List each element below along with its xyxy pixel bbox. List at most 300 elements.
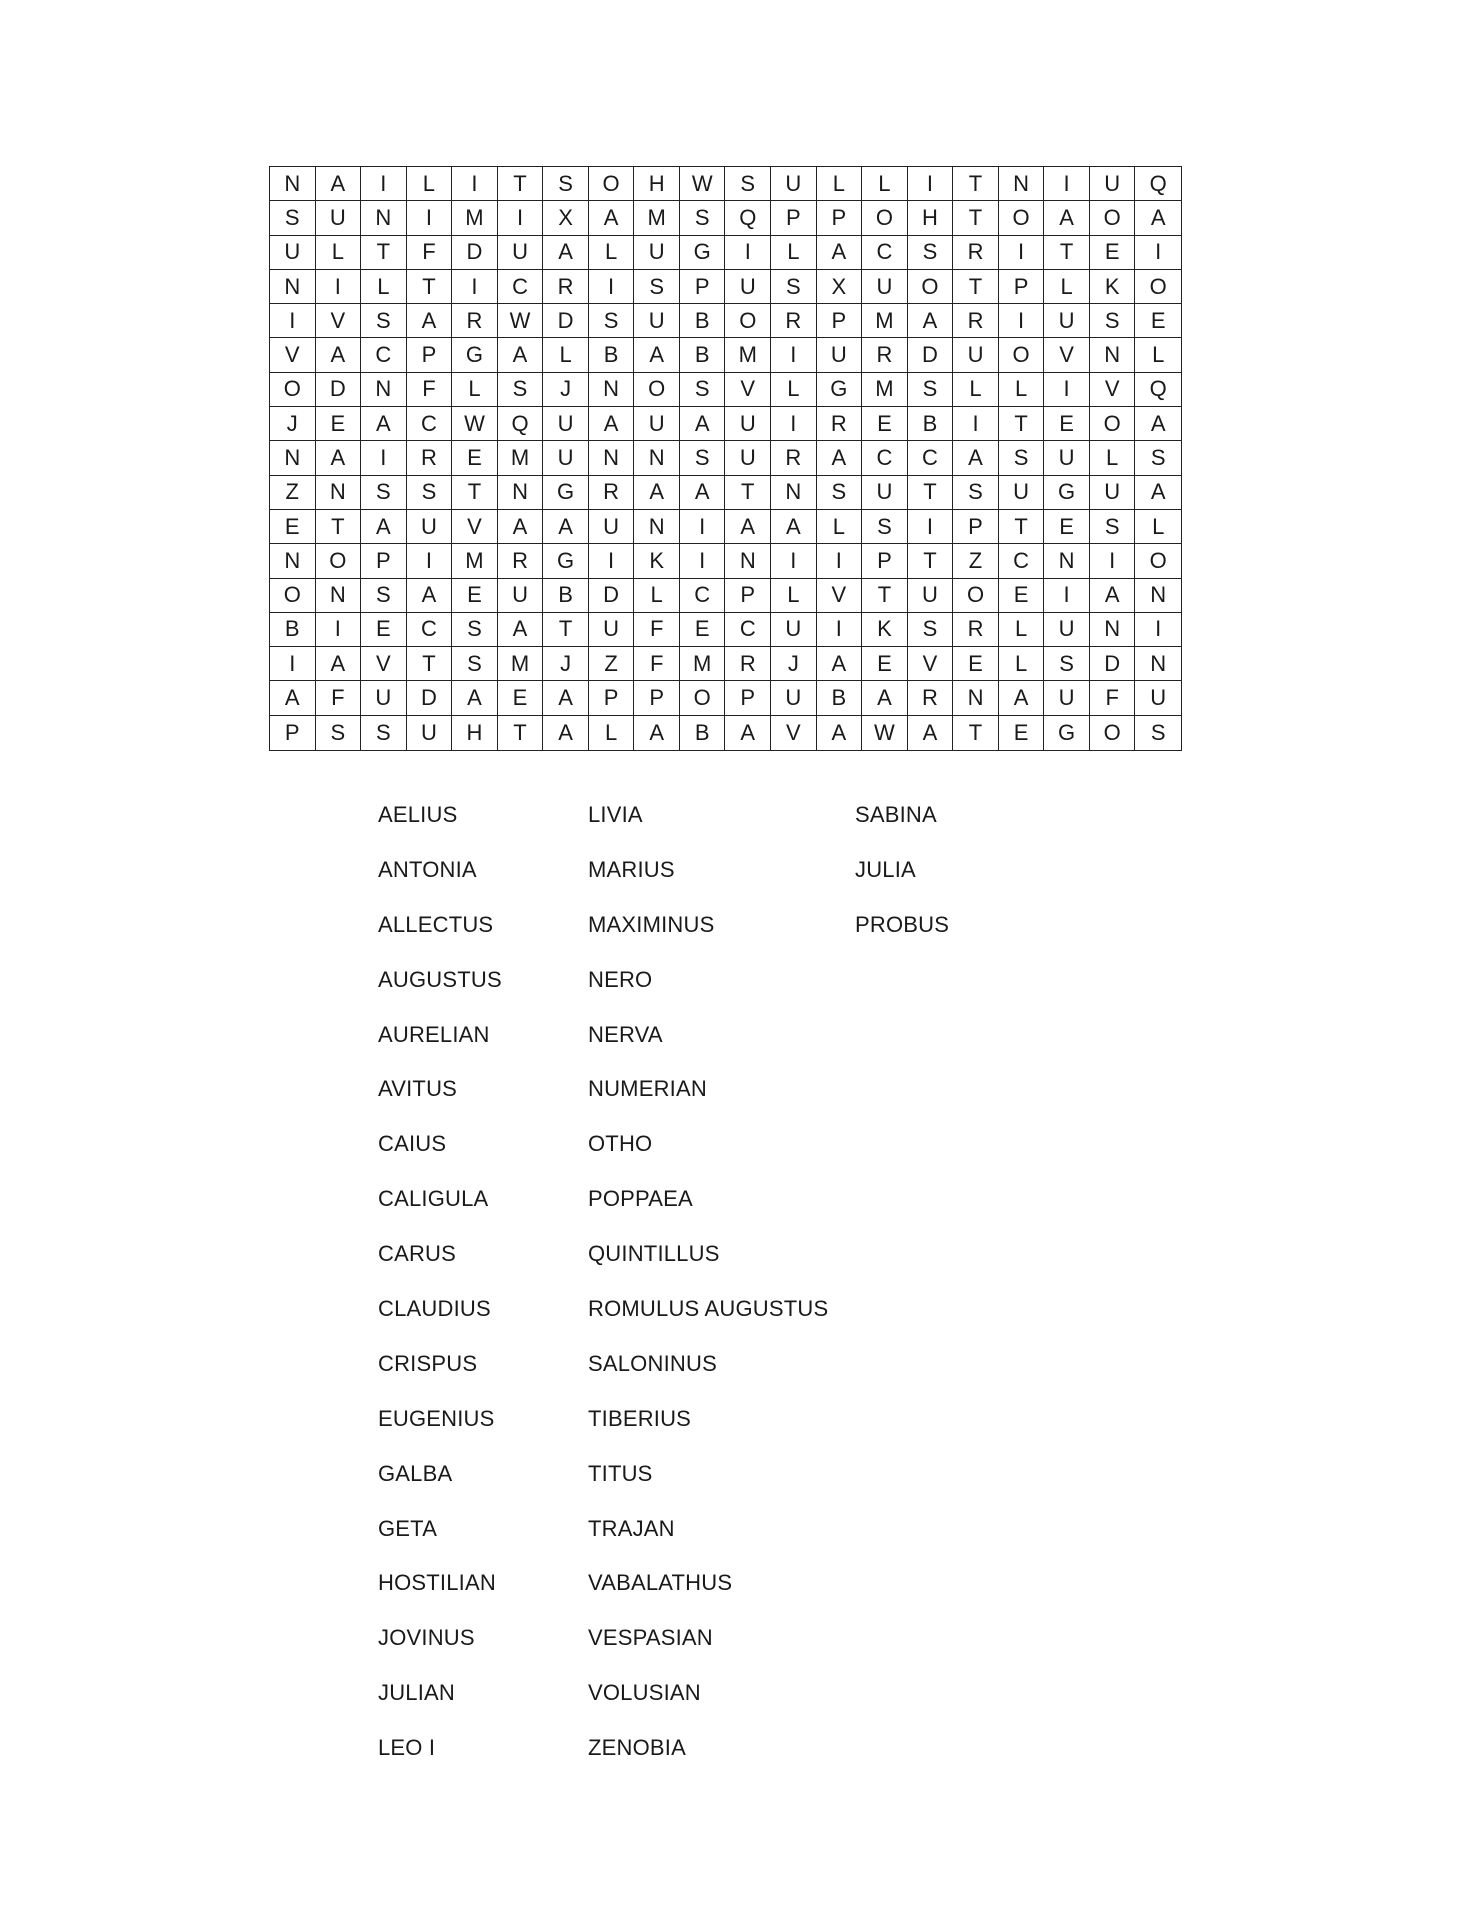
word-list-item: JULIAN: [378, 1680, 455, 1706]
word-search-grid: [269, 166, 1182, 751]
grid-cell: R: [589, 476, 635, 510]
grid-cell: T: [543, 613, 589, 647]
grid-cell: T: [953, 167, 999, 201]
grid-cell: S: [908, 236, 954, 270]
grid-cell: L: [771, 579, 817, 613]
grid-cell: U: [1044, 441, 1090, 475]
word-list-item: CRISPUS: [378, 1350, 478, 1376]
grid-cell: A: [316, 338, 362, 372]
word-list-item: GALBA: [378, 1460, 453, 1486]
grid-cell: I: [999, 304, 1045, 338]
grid-cell: T: [452, 476, 498, 510]
grid-cell: I: [1044, 579, 1090, 613]
grid-cell: U: [407, 510, 453, 544]
grid-cell: N: [270, 167, 316, 201]
grid-cell: A: [725, 510, 771, 544]
word-list-item: TRAJAN: [588, 1515, 675, 1541]
grid-cell: W: [452, 407, 498, 441]
word-list-item: QUINTILLUS: [588, 1241, 720, 1267]
grid-cell: S: [725, 167, 771, 201]
grid-cell: E: [452, 579, 498, 613]
grid-cell: N: [316, 476, 362, 510]
grid-cell: I: [953, 407, 999, 441]
grid-cell: K: [634, 544, 680, 578]
grid-cell: U: [771, 167, 817, 201]
grid-cell: S: [452, 613, 498, 647]
grid-cell: E: [1090, 236, 1136, 270]
grid-cell: I: [407, 201, 453, 235]
grid-cell: I: [771, 407, 817, 441]
grid-cell: Q: [1135, 373, 1181, 407]
grid-cell: G: [452, 338, 498, 372]
grid-cell: A: [407, 304, 453, 338]
grid-cell: S: [361, 579, 407, 613]
grid-cell: I: [1044, 373, 1090, 407]
grid-cell: N: [361, 373, 407, 407]
grid-cell: P: [680, 270, 726, 304]
grid-cell: C: [999, 544, 1045, 578]
grid-cell: S: [908, 613, 954, 647]
grid-cell: U: [498, 579, 544, 613]
grid-cell: T: [953, 270, 999, 304]
grid-cell: N: [634, 441, 680, 475]
grid-cell: G: [543, 544, 589, 578]
grid-cell: N: [953, 681, 999, 715]
grid-cell: G: [817, 373, 863, 407]
grid-cell: B: [680, 716, 726, 750]
grid-cell: K: [862, 613, 908, 647]
grid-cell: D: [452, 236, 498, 270]
grid-cell: J: [270, 407, 316, 441]
grid-cell: A: [543, 236, 589, 270]
grid-cell: Z: [953, 544, 999, 578]
grid-cell: L: [999, 647, 1045, 681]
grid-cell: O: [908, 270, 954, 304]
grid-cell: I: [316, 270, 362, 304]
grid-cell: C: [862, 236, 908, 270]
grid-cell: Q: [725, 201, 771, 235]
grid-cell: F: [407, 373, 453, 407]
grid-cell: N: [270, 544, 316, 578]
grid-cell: E: [680, 613, 726, 647]
grid-cell: T: [498, 167, 544, 201]
grid-cell: U: [634, 304, 680, 338]
grid-cell: U: [1044, 681, 1090, 715]
grid-cell: V: [270, 338, 316, 372]
grid-cell: Z: [589, 647, 635, 681]
word-list-item: AUGUSTUS: [378, 966, 502, 992]
grid-cell: R: [725, 647, 771, 681]
grid-cell: U: [999, 476, 1045, 510]
grid-cell: E: [361, 613, 407, 647]
grid-cell: I: [589, 270, 635, 304]
grid-cell: U: [1135, 681, 1181, 715]
grid-cell: B: [680, 338, 726, 372]
grid-cell: N: [270, 270, 316, 304]
grid-cell: L: [1135, 338, 1181, 372]
grid-cell: Q: [498, 407, 544, 441]
grid-cell: S: [407, 476, 453, 510]
grid-cell: P: [589, 681, 635, 715]
grid-cell: S: [908, 373, 954, 407]
grid-cell: M: [680, 647, 726, 681]
grid-cell: U: [316, 201, 362, 235]
grid-cell: D: [908, 338, 954, 372]
grid-cell: F: [634, 647, 680, 681]
grid-cell: O: [634, 373, 680, 407]
grid-cell: S: [589, 304, 635, 338]
grid-cell: L: [771, 373, 817, 407]
grid-cell: W: [680, 167, 726, 201]
grid-cell: A: [589, 407, 635, 441]
grid-cell: T: [953, 716, 999, 750]
grid-cell: O: [953, 579, 999, 613]
grid-cell: M: [634, 201, 680, 235]
grid-cell: L: [862, 167, 908, 201]
grid-cell: N: [270, 441, 316, 475]
grid-cell: P: [817, 201, 863, 235]
grid-cell: E: [862, 407, 908, 441]
grid-cell: T: [908, 544, 954, 578]
grid-cell: W: [862, 716, 908, 750]
grid-cell: T: [1044, 236, 1090, 270]
grid-cell: S: [1150, 719, 1166, 745]
grid-cell: S: [543, 167, 589, 201]
grid-cell: A: [270, 681, 316, 715]
grid-cell: S: [498, 373, 544, 407]
word-list-item: TIBERIUS: [588, 1405, 692, 1431]
word-list-item: ZENOBIA: [588, 1735, 686, 1761]
grid-cell: U: [543, 441, 589, 475]
grid-cell: D: [316, 373, 362, 407]
grid-cell: D: [1090, 647, 1136, 681]
grid-cell: C: [407, 613, 453, 647]
grid-cell: H: [452, 716, 498, 750]
grid-cell: R: [908, 681, 954, 715]
grid-cell: U: [1090, 476, 1136, 510]
grid-cell: F: [407, 236, 453, 270]
grid-cell: U: [1090, 167, 1136, 201]
grid-cell: A: [634, 338, 680, 372]
grid-cell: A: [908, 304, 954, 338]
grid-cell: U: [407, 716, 453, 750]
grid-cell: S: [680, 201, 726, 235]
grid-cell: A: [1044, 201, 1090, 235]
word-list-item: AURELIAN: [378, 1021, 490, 1047]
grid-cell: O: [999, 338, 1045, 372]
word-list-item: NERVA: [588, 1021, 663, 1047]
grid-cell: T: [862, 579, 908, 613]
grid-cell: O: [1135, 544, 1181, 578]
grid-cell: O: [725, 304, 771, 338]
grid-cell: N: [1135, 579, 1181, 613]
grid-cell: S: [1044, 647, 1090, 681]
grid-cell: C: [908, 441, 954, 475]
grid-cell: U: [1044, 304, 1090, 338]
grid-cell: U: [589, 613, 635, 647]
grid-cell: U: [725, 441, 771, 475]
word-list-item: SABINA: [855, 802, 937, 827]
grid-cell: R: [953, 304, 999, 338]
grid-cell: V: [361, 647, 407, 681]
grid-cell: R: [817, 407, 863, 441]
grid-cell: U: [634, 407, 680, 441]
grid-cell: P: [270, 716, 316, 750]
grid-cell: S: [1090, 510, 1136, 544]
grid-cell: I: [361, 167, 407, 201]
grid-cell: O: [1090, 407, 1136, 441]
grid-cell: A: [817, 441, 863, 475]
grid-cell: N: [725, 544, 771, 578]
grid-cell: O: [1135, 270, 1181, 304]
grid-cell: R: [543, 270, 589, 304]
grid-cell: R: [771, 304, 817, 338]
grid-cell: V: [725, 373, 771, 407]
grid-cell: I: [999, 236, 1045, 270]
grid-cell: T: [908, 476, 954, 510]
grid-cell: A: [817, 236, 863, 270]
grid-cell: L: [316, 236, 362, 270]
grid-cell: L: [589, 716, 635, 750]
grid-cell: P: [725, 681, 771, 715]
grid-cell: A: [771, 510, 817, 544]
word-list-item: CALIGULA: [378, 1186, 489, 1212]
grid-cell: F: [1090, 681, 1136, 715]
grid-cell: U: [771, 681, 817, 715]
grid-cell: P: [862, 544, 908, 578]
word-list-item: VESPASIAN: [588, 1625, 713, 1651]
grid-cell: L: [589, 236, 635, 270]
grid-cell: A: [543, 681, 589, 715]
grid-cell: F: [634, 613, 680, 647]
word-list-item: TITUS: [588, 1460, 653, 1486]
grid-cell: N: [771, 476, 817, 510]
grid-cell: C: [725, 613, 771, 647]
grid-cell: I: [498, 201, 544, 235]
grid-cell: I: [1044, 167, 1090, 201]
grid-cell: P: [407, 338, 453, 372]
word-list-item: AVITUS: [378, 1076, 458, 1102]
grid-cell: E: [862, 647, 908, 681]
grid-cell: O: [999, 201, 1045, 235]
grid-cell: B: [908, 407, 954, 441]
grid-cell: U: [862, 476, 908, 510]
grid-cell: T: [407, 647, 453, 681]
word-list-item: LEO I: [378, 1735, 436, 1761]
grid-cell: L: [953, 373, 999, 407]
grid-cell: D: [589, 579, 635, 613]
grid-cell: A: [543, 510, 589, 544]
grid-cell: S: [680, 441, 726, 475]
grid-cell: O: [316, 544, 362, 578]
grid-cell: T: [407, 270, 453, 304]
grid-cell: R: [452, 304, 498, 338]
grid-cell: V: [452, 510, 498, 544]
grid-cell: N: [498, 476, 544, 510]
grid-cell: A: [589, 201, 635, 235]
grid-cell: I: [908, 167, 954, 201]
grid-cell: A: [817, 716, 863, 750]
grid-cell: I: [817, 613, 863, 647]
grid-cell: V: [1044, 338, 1090, 372]
grid-cell: M: [498, 647, 544, 681]
grid-cell: R: [953, 236, 999, 270]
grid-cell: A: [452, 681, 498, 715]
grid-cell: L: [817, 167, 863, 201]
grid-cell: O: [680, 681, 726, 715]
word-list-item: MARIUS: [588, 856, 675, 882]
word-list-item: ANTONIA: [378, 856, 477, 882]
grid-cell: U: [817, 338, 863, 372]
grid-cell: I: [270, 304, 316, 338]
grid-cell: N: [589, 373, 635, 407]
grid-cell: V: [316, 304, 362, 338]
grid-cell: I: [589, 544, 635, 578]
grid-cell: P: [771, 201, 817, 235]
grid-cell: O: [270, 579, 316, 613]
grid-cell: N: [999, 167, 1045, 201]
grid-cell: J: [543, 373, 589, 407]
grid-cell: U: [1044, 613, 1090, 647]
word-list-item: VABALATHUS: [588, 1570, 733, 1596]
grid-cell: E: [316, 407, 362, 441]
grid-cell: G: [680, 236, 726, 270]
grid-cell: T: [498, 716, 544, 750]
word-list-item: AELIUS: [378, 802, 458, 827]
grid-cell: R: [407, 441, 453, 475]
grid-cell: A: [407, 579, 453, 613]
grid-cell: C: [361, 338, 407, 372]
grid-cell: C: [680, 579, 726, 613]
grid-cell: U: [771, 613, 817, 647]
grid-cell: L: [771, 236, 817, 270]
grid-cell: M: [498, 441, 544, 475]
word-list-item: ALLECTUS: [378, 911, 494, 937]
grid-cell: S: [361, 304, 407, 338]
grid-cell: A: [316, 441, 362, 475]
grid-cell: A: [862, 681, 908, 715]
grid-cell: N: [316, 579, 362, 613]
grid-cell: T: [725, 476, 771, 510]
grid-cell: Q: [1135, 167, 1181, 201]
grid-cell: G: [543, 476, 589, 510]
grid-cell: A: [725, 716, 771, 750]
grid-cell: O: [589, 167, 635, 201]
grid-cell: Z: [270, 476, 316, 510]
grid-cell: S: [270, 201, 316, 235]
grid-cell: V: [908, 647, 954, 681]
grid-cell: O: [862, 201, 908, 235]
word-list-column-2: [588, 804, 828, 1792]
grid-cell: S: [771, 270, 817, 304]
grid-cell: U: [361, 681, 407, 715]
grid-cell: A: [817, 647, 863, 681]
grid-cell: A: [953, 441, 999, 475]
grid-cell: A: [1090, 579, 1136, 613]
grid-cell: A: [1135, 476, 1181, 510]
grid-cell: A: [634, 716, 680, 750]
grid-cell: E: [1044, 510, 1090, 544]
grid-cell: T: [316, 510, 362, 544]
grid-cell: A: [999, 681, 1045, 715]
grid-cell: U: [270, 236, 316, 270]
grid-cell: I: [270, 647, 316, 681]
grid-cell: A: [1135, 407, 1181, 441]
word-list-item: HOSTILIAN: [378, 1570, 496, 1596]
word-list-item: EUGENIUS: [378, 1405, 495, 1431]
grid-cell: S: [361, 716, 407, 750]
grid-cell: T: [999, 407, 1045, 441]
grid-cell: B: [817, 681, 863, 715]
grid-cell: S: [817, 476, 863, 510]
grid-cell: V: [817, 579, 863, 613]
grid-cell: S: [316, 716, 362, 750]
grid-cell: N: [589, 441, 635, 475]
grid-cell: U: [725, 270, 771, 304]
grid-cell: I: [452, 167, 498, 201]
grid-cell: W: [498, 304, 544, 338]
grid-cell: E: [1044, 407, 1090, 441]
grid-cell: L: [452, 373, 498, 407]
grid-cell: I: [725, 236, 771, 270]
grid-cell: G: [1044, 716, 1090, 750]
grid-cell: S: [999, 441, 1045, 475]
grid-cell: S: [361, 476, 407, 510]
grid-cell: F: [316, 681, 362, 715]
word-list-item: JULIA: [855, 856, 916, 882]
grid-cell: J: [543, 647, 589, 681]
grid-cell: D: [543, 304, 589, 338]
grid-cell: T: [953, 201, 999, 235]
grid-cell: U: [634, 236, 680, 270]
word-list-item: ROMULUS AUGUSTUS: [588, 1296, 829, 1322]
grid-cell: N: [1044, 544, 1090, 578]
grid-cell: K: [1090, 270, 1136, 304]
word-list-item: LIVIA: [588, 802, 643, 827]
grid-cell: L: [407, 167, 453, 201]
word-list-item: POPPAEA: [588, 1186, 693, 1212]
grid-cell: L: [361, 270, 407, 304]
grid-cell: J: [771, 647, 817, 681]
grid-cell: A: [498, 338, 544, 372]
grid-cell: N: [1090, 338, 1136, 372]
grid-cell: L: [1044, 270, 1090, 304]
grid-cell: I: [680, 510, 726, 544]
word-list-item: OTHO: [588, 1131, 653, 1157]
grid-cell: T: [999, 510, 1045, 544]
grid-cell: A: [316, 167, 362, 201]
grid-cell: I: [817, 544, 863, 578]
grid-cell: R: [953, 613, 999, 647]
word-list-item: CARUS: [378, 1241, 457, 1267]
grid-cell: N: [634, 510, 680, 544]
grid-cell: E: [1135, 304, 1181, 338]
grid-cell: P: [725, 579, 771, 613]
grid-cell: D: [407, 681, 453, 715]
word-list-item: CLAUDIUS: [378, 1296, 491, 1322]
grid-cell: R: [498, 544, 544, 578]
grid-cell: X: [543, 201, 589, 235]
grid-cell: I: [452, 270, 498, 304]
word-list-item: SALONINUS: [588, 1350, 717, 1376]
grid-cell: A: [361, 407, 407, 441]
grid-cell: R: [862, 338, 908, 372]
grid-cell: P: [953, 510, 999, 544]
grid-cell: M: [452, 201, 498, 235]
grid-cell: U: [725, 407, 771, 441]
grid-cell: P: [361, 544, 407, 578]
grid-cell: S: [1090, 304, 1136, 338]
